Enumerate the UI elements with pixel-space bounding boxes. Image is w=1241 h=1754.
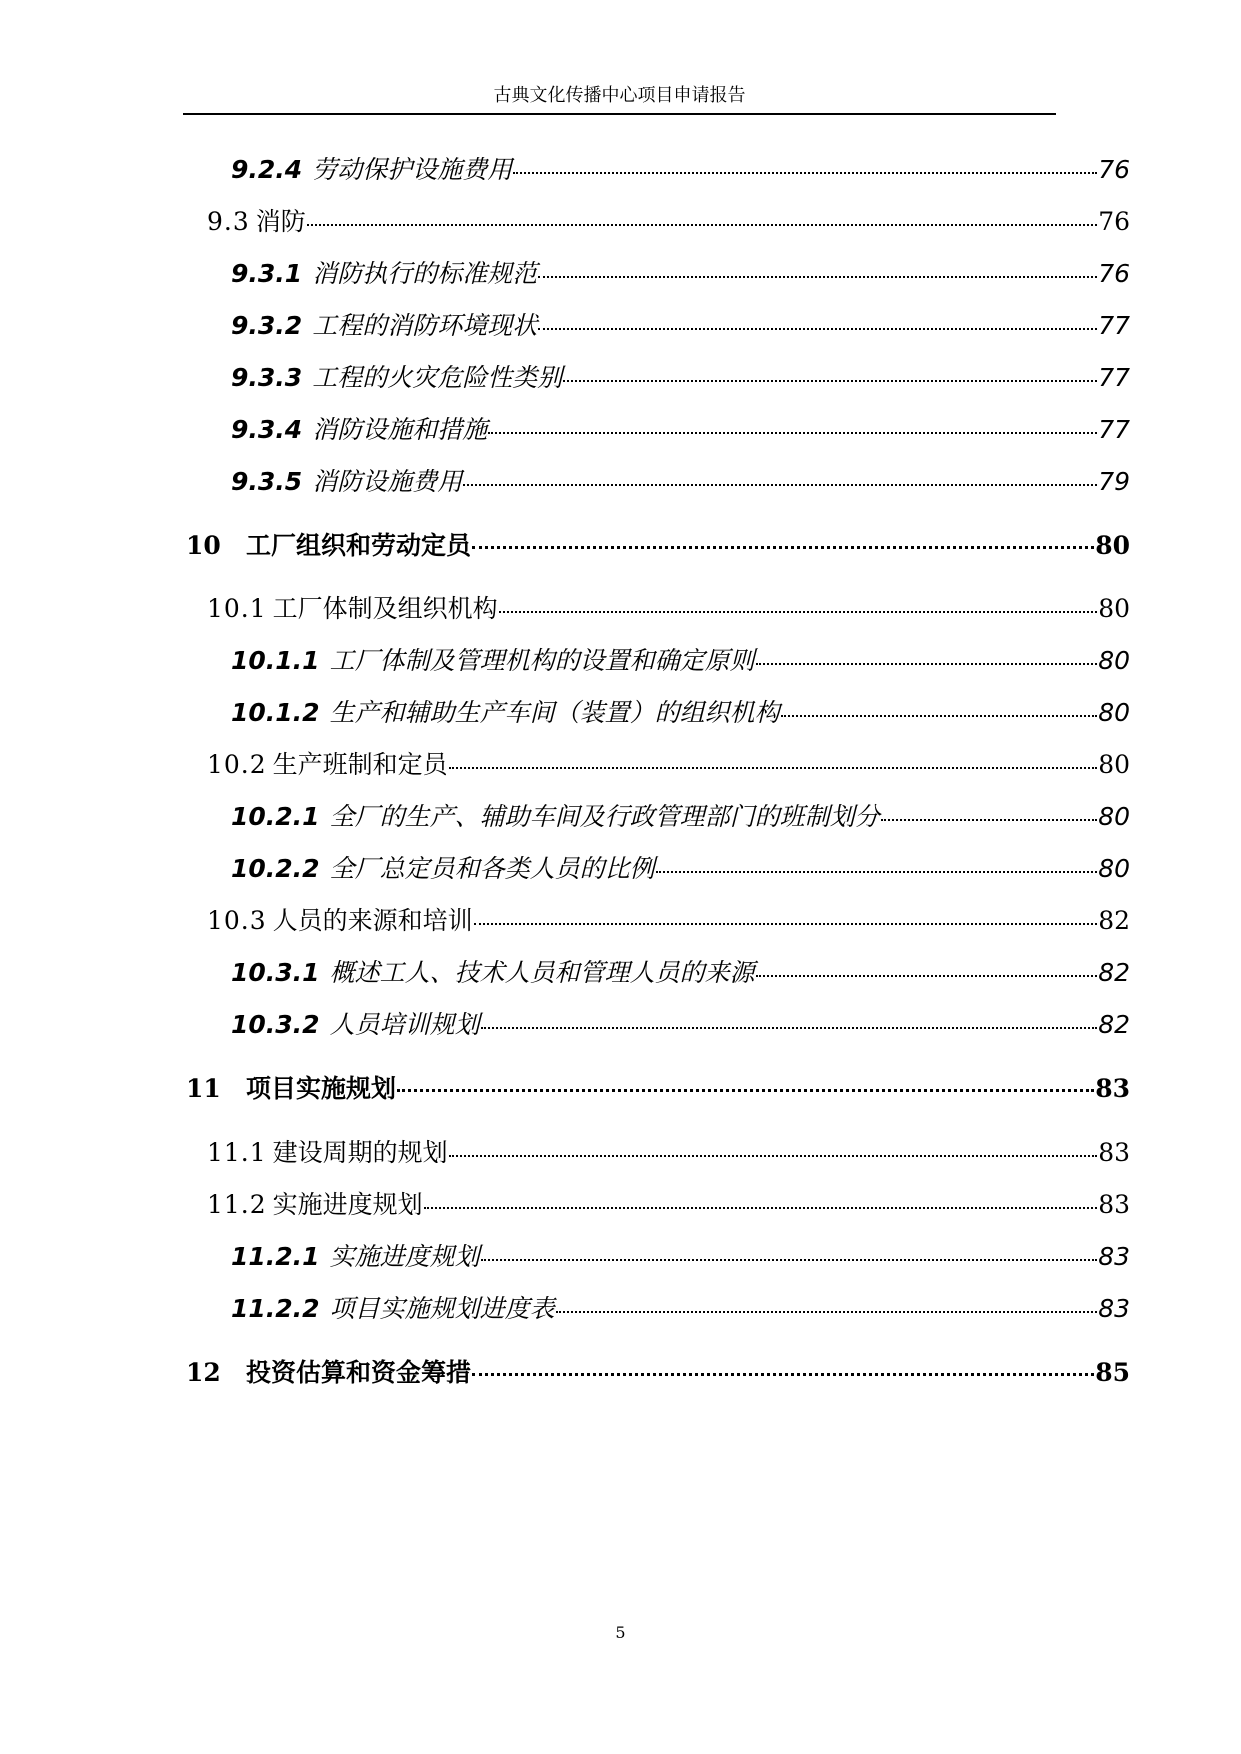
toc-entry-number: 10.2 [207, 750, 267, 779]
toc-dot-leader [397, 1089, 1094, 1092]
toc-entry[interactable] [186, 526, 1130, 562]
toc-entry-title: 工程的火灾危险性类别 [312, 363, 563, 392]
toc-entry[interactable] [231, 358, 1130, 394]
toc-dot-leader [656, 871, 1098, 873]
toc-entry-label [231, 1005, 480, 1041]
toc-entry-title: 消防 [255, 207, 306, 236]
toc-entry-title: 全厂总定员和各类人员的比例 [329, 854, 655, 883]
toc-entry-title: 工厂组织和劳动定员 [246, 531, 472, 560]
toc-entry-label [207, 589, 498, 625]
toc-entry-label [231, 953, 755, 989]
toc-entry-number: 10.1.1 [231, 646, 320, 675]
toc-entry-page: 82 [1098, 1010, 1130, 1039]
toc-entry-number: 9.3.5 [231, 467, 303, 496]
toc-entry-label [231, 1289, 555, 1325]
toc-entry-number: 9.3.1 [231, 259, 303, 288]
toc-entry-label [207, 745, 448, 781]
toc-entry-page: 82 [1098, 906, 1130, 935]
toc-entry-page: 80 [1098, 750, 1130, 779]
toc-entry-label [207, 1185, 423, 1221]
toc-entry-title: 全厂的生产、辅助车间及行政管理部门的班制划分 [329, 802, 880, 831]
toc-dot-leader [538, 276, 1097, 278]
toc-dot-leader [756, 663, 1098, 665]
toc-entry-page: 76 [1098, 155, 1130, 184]
toc-entry-page: 77 [1098, 363, 1130, 392]
toc-entry-number: 11.1 [207, 1138, 267, 1167]
toc-entry-label [231, 1237, 480, 1273]
page-number: 5 [615, 1623, 626, 1642]
toc-dot-leader [881, 819, 1098, 821]
toc-entry-number: 11 [186, 1074, 221, 1103]
toc-entry-page: 80 [1098, 698, 1130, 727]
toc-entry-label [231, 358, 562, 394]
toc-entry-number: 10.1.2 [231, 698, 320, 727]
toc-entry-number: 10.1 [207, 594, 267, 623]
toc-dot-leader [474, 923, 1098, 925]
toc-entry[interactable] [231, 953, 1130, 989]
toc-entry-number: 11.2.2 [231, 1294, 320, 1323]
toc-dot-leader [449, 767, 1098, 769]
toc-dot-leader [499, 611, 1098, 613]
toc-entry-page: 80 [1098, 646, 1130, 675]
toc-entry[interactable] [186, 1069, 1130, 1105]
toc-entry[interactable] [231, 1289, 1130, 1325]
toc-entry-page: 82 [1098, 958, 1130, 987]
toc-dot-leader [488, 432, 1097, 434]
toc-entry-title: 项目实施规划进度表 [329, 1294, 555, 1323]
toc-entry-page: 80 [1098, 594, 1130, 623]
toc-entry[interactable] [231, 849, 1130, 885]
toc-entry-page: 83 [1098, 1138, 1130, 1167]
toc-entry-number: 11.2 [207, 1190, 267, 1219]
toc-entry[interactable] [207, 589, 1130, 625]
toc-entry[interactable] [231, 693, 1130, 729]
toc-entry-title: 生产和辅助生产车间（装置）的组织机构 [329, 698, 780, 727]
toc-entry-title: 项目实施规划 [246, 1074, 397, 1103]
toc-entry-page: 80 [1098, 802, 1130, 831]
toc-entry-label [207, 901, 473, 937]
toc-entry-title: 人员培训规划 [329, 1010, 480, 1039]
toc-entry-label [231, 150, 512, 186]
toc-entry-number: 9.3.3 [231, 363, 303, 392]
toc-entry-title: 工厂体制及管理机构的设置和确定原则 [329, 646, 755, 675]
toc-entry[interactable] [231, 1237, 1130, 1273]
toc-entry-label [231, 306, 537, 342]
toc-entry-label [231, 254, 537, 290]
toc-entry-number: 10 [186, 531, 221, 560]
toc-entry[interactable] [207, 1133, 1130, 1169]
toc-entry-page: 83 [1098, 1242, 1130, 1271]
toc-dot-leader [513, 172, 1097, 174]
toc-entry-label [231, 693, 780, 729]
toc-entry-title: 人员的来源和培训 [272, 906, 473, 935]
toc-entry-number: 10.2.2 [231, 854, 320, 883]
toc-entry-page: 77 [1098, 311, 1130, 340]
toc-entry[interactable] [207, 1185, 1130, 1221]
toc-entry[interactable] [231, 1005, 1130, 1041]
toc-entry[interactable] [207, 901, 1130, 937]
toc-entry[interactable] [186, 1353, 1130, 1389]
document-header-title: 古典文化传播中心项目申请报告 [493, 85, 746, 106]
toc-entry-page: 77 [1098, 415, 1130, 444]
toc-entry-page: 80 [1098, 854, 1130, 883]
toc-entry-label [231, 641, 755, 677]
toc-entry-label [207, 202, 306, 238]
toc-entry-number: 9.2.4 [231, 155, 303, 184]
toc-entry-title: 工厂体制及组织机构 [272, 594, 498, 623]
toc-entry-number: 10.3.1 [231, 958, 320, 987]
toc-entry-number: 11.2.1 [231, 1242, 320, 1271]
toc-entry-label [186, 526, 471, 562]
toc-entry-page: 79 [1098, 467, 1130, 496]
toc-entry-title: 消防设施和措施 [312, 415, 488, 444]
toc-dot-leader [424, 1207, 1098, 1209]
toc-dot-leader [756, 975, 1098, 977]
toc-dot-leader [538, 328, 1097, 330]
toc-entry-label [207, 1133, 448, 1169]
toc-entry-number: 9.3.4 [231, 415, 303, 444]
toc-entry-title: 实施进度规划 [272, 1190, 423, 1219]
toc-entry-title: 工程的消防环境现状 [312, 311, 538, 340]
toc-entry-number: 9.3.2 [231, 311, 303, 340]
toc-entry-label [231, 410, 487, 446]
toc-entry-title: 消防执行的标准规范 [312, 259, 538, 288]
toc-entry-title: 实施进度规划 [329, 1242, 480, 1271]
toc-entry-page: 83 [1095, 1074, 1130, 1103]
toc-dot-leader [463, 484, 1097, 486]
toc-entry-number: 10.2.1 [231, 802, 320, 831]
toc-entry-number: 10.3.2 [231, 1010, 320, 1039]
toc-entry[interactable] [231, 462, 1130, 498]
toc-dot-leader [563, 380, 1097, 382]
toc-entry-title: 概述工人、技术人员和管理人员的来源 [329, 958, 755, 987]
toc-entry-title: 投资估算和资金筹措 [246, 1358, 472, 1387]
toc-entry-page: 76 [1098, 207, 1130, 236]
toc-dot-leader [472, 546, 1094, 549]
toc-entry-number: 12 [186, 1358, 221, 1387]
toc-dot-leader [481, 1027, 1098, 1029]
toc-entry[interactable] [231, 797, 1130, 833]
toc-entry[interactable] [231, 254, 1130, 290]
toc-entry-page: 83 [1098, 1294, 1130, 1323]
toc-dot-leader [472, 1373, 1094, 1376]
toc-entry-title: 建设周期的规划 [272, 1138, 448, 1167]
toc-entry-page: 76 [1098, 259, 1130, 288]
toc-entry-label [231, 849, 655, 885]
toc-entry-label [231, 462, 462, 498]
toc-entry-title: 劳动保护设施费用 [312, 155, 513, 184]
toc-dot-leader [481, 1259, 1098, 1261]
toc-entry-page: 85 [1095, 1358, 1130, 1387]
toc-entry[interactable] [231, 150, 1130, 186]
toc-dot-leader [449, 1155, 1098, 1157]
toc-entry[interactable] [207, 202, 1130, 238]
toc-entry-label [231, 797, 880, 833]
toc-entry[interactable] [231, 306, 1130, 342]
toc-entry[interactable] [231, 410, 1130, 446]
toc-entry-number: 10.3 [207, 906, 267, 935]
toc-entry-title: 生产班制和定员 [272, 750, 448, 779]
toc-entry-page: 80 [1095, 531, 1130, 560]
toc-entry[interactable] [231, 641, 1130, 677]
toc-entry-title: 消防设施费用 [312, 467, 463, 496]
toc-entry-label [186, 1069, 396, 1105]
toc-entry-number: 9.3 [207, 207, 250, 236]
toc-dot-leader [781, 715, 1098, 717]
toc-entry-page: 83 [1098, 1190, 1130, 1219]
toc-dot-leader [307, 224, 1097, 226]
toc-dot-leader [556, 1311, 1098, 1313]
toc-entry[interactable] [207, 745, 1130, 781]
toc-entry-label [186, 1353, 471, 1389]
